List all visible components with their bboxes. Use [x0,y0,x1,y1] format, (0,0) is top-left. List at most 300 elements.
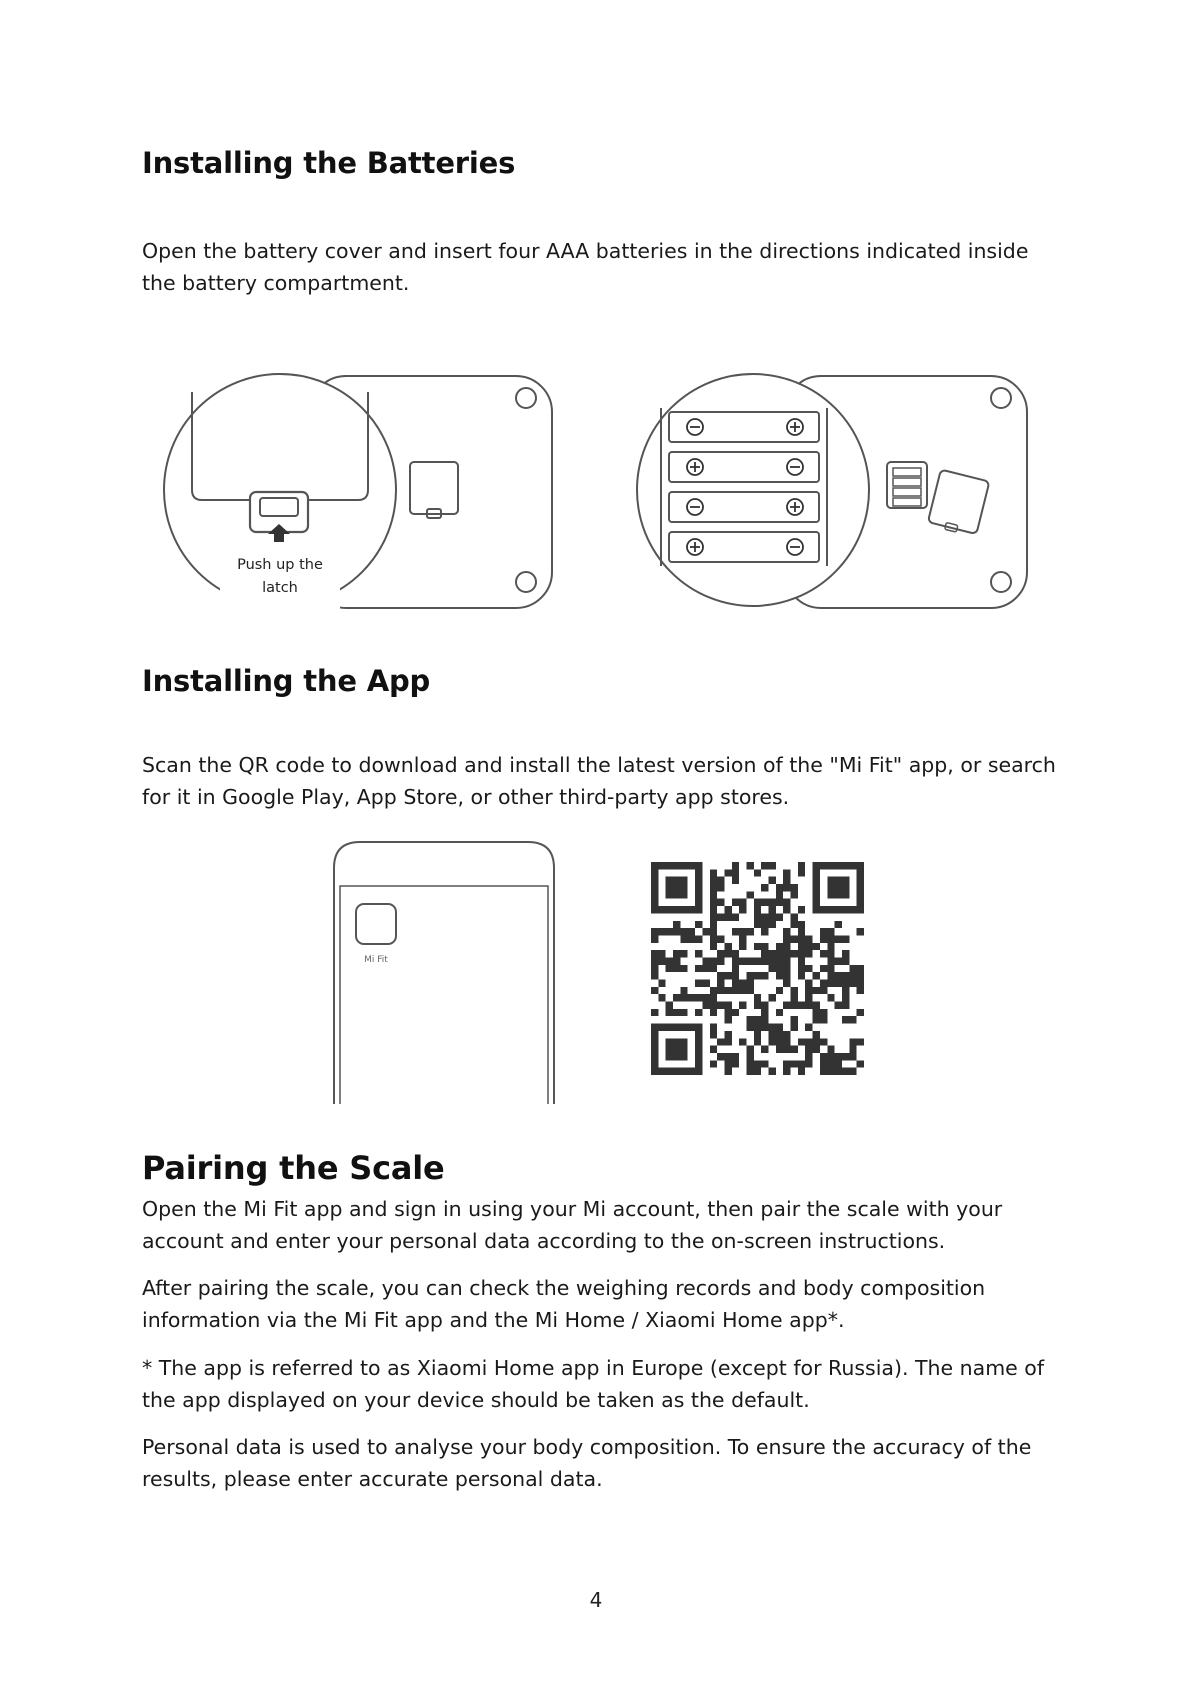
qr-module [673,921,680,928]
qr-module [695,1038,702,1045]
qr-module [813,891,820,898]
qr-module [673,906,680,913]
qr-module [776,943,783,950]
qr-module [666,906,673,913]
qr-module [710,957,717,964]
qr-module [739,987,746,994]
qr-module [746,1053,753,1060]
qr-module [754,1002,761,1009]
qr-module [754,994,761,1001]
qr-module [717,980,724,987]
qr-module [754,957,761,964]
qr-module [783,943,790,950]
qr-module [688,994,695,1001]
qr-module [739,935,746,942]
qr-module [813,862,820,869]
qr-module [761,943,768,950]
qr-module [651,1038,658,1045]
qr-module [746,862,753,869]
qr-module [673,884,680,891]
qr-module [776,987,783,994]
qr-module [724,1009,731,1016]
qr-module [710,1060,717,1067]
qr-module [724,869,731,876]
qr-module [842,1053,849,1060]
pairing-paragraph-1: Open the Mi Fit app and sign in using your Mi account, then pair the scale with your account and enter your personal data according to the on-screen instructions. [142,1197,1003,1253]
pairing-paragraph-2: After pairing the scale, you can check the weighing records and body composition information via the Mi Fit app and the Mi Home / Xiaomi Home app*. [142,1276,986,1332]
qr-module [857,987,864,994]
qr-module [842,891,849,898]
qr-module [688,928,695,935]
qr-module [746,891,753,898]
qr-module [680,987,687,994]
qr-module [666,1002,673,1009]
qr-module [813,987,820,994]
qr-module [710,928,717,935]
qr-module [776,1009,783,1016]
qr-module [710,935,717,942]
qr-module [761,1046,768,1053]
qr-module [680,877,687,884]
qr-module [746,928,753,935]
qr-module [695,862,702,869]
mi-fit-app-label: Mi Fit [364,955,388,965]
qr-module [695,1009,702,1016]
qr-module [739,906,746,913]
qr-module [710,965,717,972]
qr-module [695,906,702,913]
qr-module [717,1002,724,1009]
qr-module [680,884,687,891]
qr-module [791,921,798,928]
qr-module [732,965,739,972]
qr-module [820,965,827,972]
qr-module [688,862,695,869]
qr-module [717,899,724,906]
qr-module [695,994,702,1001]
qr-module [798,1038,805,1045]
qr-module [842,1068,849,1075]
qr-module [651,1031,658,1038]
qr-module [651,935,658,942]
qr-module [688,1024,695,1031]
qr-module [761,1016,768,1023]
qr-module [791,884,798,891]
qr-module [754,913,761,920]
qr-module [651,928,658,935]
qr-module [754,1031,761,1038]
qr-module [739,957,746,964]
qr-module [783,877,790,884]
qr-module [673,950,680,957]
qr-module [805,994,812,1001]
qr-module [702,994,709,1001]
qr-module [835,957,842,964]
qr-module [769,957,776,964]
qr-module [805,935,812,942]
qr-module [710,1009,717,1016]
qr-module [666,1053,673,1060]
qr-module [835,862,842,869]
qr-module [732,1009,739,1016]
qr-module [651,987,658,994]
qr-module [695,921,702,928]
qr-module [651,906,658,913]
phone-illustration [330,838,558,1104]
qr-module [673,928,680,935]
qr-module [783,1038,790,1045]
qr-module [776,913,783,920]
qr-module [783,1068,790,1075]
qr-module [827,972,834,979]
qr-module [732,913,739,920]
qr-module [783,906,790,913]
qr-module [776,1024,783,1031]
qr-module [835,891,842,898]
qr-module [724,1038,731,1045]
qr-module [651,972,658,979]
qr-module [724,950,731,957]
qr-module [688,1068,695,1075]
qr-module [849,1016,856,1023]
qr-module [732,928,739,935]
qr-module [673,877,680,884]
qr-module [805,965,812,972]
qr-module [754,972,761,979]
qr-module [842,957,849,964]
qr-module [805,1053,812,1060]
qr-module [651,1053,658,1060]
qr-module [805,1002,812,1009]
qr-module [769,899,776,906]
qr-module [739,943,746,950]
qr-module [658,1068,665,1075]
qr-module [827,928,834,935]
qr-module [783,957,790,964]
qr-module [666,1024,673,1031]
app-instructions: Scan the QR code to download and install the latest version of the "Mi Fit" app, or search for it in Google Play, App Store, or other third-party app stores. [142,753,1056,809]
qr-module [761,899,768,906]
qr-module [857,980,864,987]
qr-module [651,884,658,891]
qr-module [702,1002,709,1009]
qr-module [857,965,864,972]
qr-module [761,921,768,928]
qr-module [857,928,864,935]
qr-module [732,980,739,987]
qr-module [769,1031,776,1038]
qr-module [798,928,805,935]
qr-module [857,972,864,979]
qr-module [783,980,790,987]
qr-module [820,987,827,994]
qr-module [754,869,761,876]
qr-module [666,1046,673,1053]
qr-module [813,899,820,906]
qr-module [805,950,812,957]
qr-module [695,877,702,884]
qr-module [724,972,731,979]
qr-module [695,1046,702,1053]
qr-module [813,906,820,913]
qr-module [724,1053,731,1060]
qr-module [710,913,717,920]
qr-module [827,957,834,964]
qr-module [732,869,739,876]
qr-module [666,957,673,964]
qr-module [798,950,805,957]
qr-module [717,957,724,964]
qr-module [776,1046,783,1053]
qr-module [724,987,731,994]
qr-module [702,928,709,935]
qr-module [673,1046,680,1053]
qr-module [680,1046,687,1053]
qr-module [666,891,673,898]
qr-module [673,1053,680,1060]
qr-module [717,950,724,957]
qr-module [849,965,856,972]
qr-module [761,913,768,920]
qr-module [857,869,864,876]
qr-module [688,906,695,913]
qr-module [849,1068,856,1075]
qr-module [739,899,746,906]
qr-module [857,1038,864,1045]
qr-module [695,869,702,876]
qr-module [651,1046,658,1053]
qr-module [710,899,717,906]
qr-module [710,987,717,994]
qr-module [724,1060,731,1067]
qr-module [820,1053,827,1060]
heading-installing-batteries: Installing the Batteries [142,146,516,180]
qr-module [827,906,834,913]
qr-module [710,1002,717,1009]
qr-module [680,891,687,898]
qr-module [666,1068,673,1075]
qr-module [761,957,768,964]
qr-module [842,987,849,994]
qr-module [791,913,798,920]
qr-module [769,965,776,972]
qr-module [680,1009,687,1016]
qr-module [857,906,864,913]
qr-module [798,965,805,972]
qr-module [710,906,717,913]
qr-module [651,891,658,898]
qr-module [842,972,849,979]
qr-module [820,1068,827,1075]
qr-module [783,1060,790,1067]
qr-module [761,862,768,869]
qr-module [680,1068,687,1075]
qr-module [680,906,687,913]
qr-module [673,1038,680,1045]
qr-module [820,1009,827,1016]
qr-module [769,906,776,913]
qr-module [695,950,702,957]
qr-module [769,913,776,920]
battery-cover-illustration [160,372,560,612]
qr-module [724,1002,731,1009]
qr-module [695,1053,702,1060]
qr-module [783,1046,790,1053]
qr-module [827,994,834,1001]
qr-module [798,972,805,979]
qr-module [695,965,702,972]
qr-module [813,1031,820,1038]
battery-compartment-illustration [635,372,1035,612]
qr-module [695,891,702,898]
qr-module [857,877,864,884]
qr-module [724,1031,731,1038]
qr-module [798,906,805,913]
qr-module [849,1046,856,1053]
qr-module [761,950,768,957]
qr-module [820,935,827,942]
qr-module [827,1046,834,1053]
qr-module [651,862,658,869]
qr-module [754,906,761,913]
qr-module [783,928,790,935]
qr-module [805,943,812,950]
qr-module [827,935,834,942]
qr-module [849,906,856,913]
qr-module [805,987,812,994]
qr-module [732,972,739,979]
qr-module [842,877,849,884]
qr-module [754,1016,761,1023]
qr-module [739,980,746,987]
qr-module [724,906,731,913]
qr-module [849,1038,856,1045]
qr-module [820,862,827,869]
qr-module [798,935,805,942]
qr-module [798,943,805,950]
qr-module [717,1053,724,1060]
qr-module [673,1068,680,1075]
qr-module [813,1016,820,1023]
qr-module [813,972,820,979]
qr-module [791,1024,798,1031]
qr-module [835,972,842,979]
qr-module [849,980,856,987]
qr-module [680,950,687,957]
qr-module [739,928,746,935]
pairing-paragraph-4: Personal data is used to analyse your body composition. To ensure the accuracy of the results, please enter accurate personal data. [142,1435,1032,1491]
qr-module [835,1068,842,1075]
page-number: 4 [589,1588,603,1612]
qr-module [746,1016,753,1023]
qr-module [827,891,834,898]
qr-module [798,869,805,876]
qr-module [761,1002,768,1009]
qr-module [717,884,724,891]
qr-module [724,1068,731,1075]
qr-module [776,957,783,964]
qr-module [798,1060,805,1067]
qr-module [702,980,709,987]
qr-module [732,987,739,994]
qr-module [769,1024,776,1031]
qr-module [746,980,753,987]
qr-module [820,1016,827,1023]
qr-module [666,862,673,869]
heading-installing-app: Installing the App [142,664,431,698]
qr-module [673,891,680,898]
qr-module [820,906,827,913]
batteries-instructions: Open the battery cover and insert four AAA batteries in the directions indicated inside the battery compartment. [142,239,1029,295]
qr-module [805,1038,812,1045]
qr-module [827,980,834,987]
qr-module [783,950,790,957]
qr-module [651,869,658,876]
qr-module [717,1038,724,1045]
qr-module [783,869,790,876]
qr-module [710,891,717,898]
qr-module [695,899,702,906]
qr-module [769,921,776,928]
qr-module [776,891,783,898]
qr-module [783,965,790,972]
qr-module [820,1038,827,1045]
qr-module [658,980,665,987]
qr-module [769,1038,776,1045]
qr-module [776,884,783,891]
qr-module [842,1016,849,1023]
qr-module [842,980,849,987]
qr-module [754,943,761,950]
qr-module [746,1060,753,1067]
qr-module [783,972,790,979]
qr-module [651,965,658,972]
qr-module [710,994,717,1001]
qr-module [658,1024,665,1031]
qr-module [842,862,849,869]
qr-module [783,1002,790,1009]
qr-module [658,862,665,869]
qr-module [827,877,834,884]
qr-module [813,1046,820,1053]
qr-module [827,862,834,869]
qr-module [732,1053,739,1060]
qr-module [835,906,842,913]
qr-module [798,1068,805,1075]
qr-module [857,891,864,898]
qr-module [680,935,687,942]
qr-module [658,950,665,957]
qr-module [798,1002,805,1009]
qr-module [710,869,717,876]
qr-module [842,906,849,913]
qr-module [732,1060,739,1067]
qr-module [673,957,680,964]
qr-module [658,928,665,935]
qr-module [717,987,724,994]
qr-module [805,1060,812,1067]
qr-module [658,994,665,1001]
qr-module [813,1002,820,1009]
latch-label-line2: latch [262,580,298,596]
qr-code [651,862,864,1075]
qr-module [651,950,658,957]
qr-module [820,980,827,987]
qr-module [754,1068,761,1075]
qr-module [776,1031,783,1038]
qr-module [680,928,687,935]
qr-module [710,1024,717,1031]
